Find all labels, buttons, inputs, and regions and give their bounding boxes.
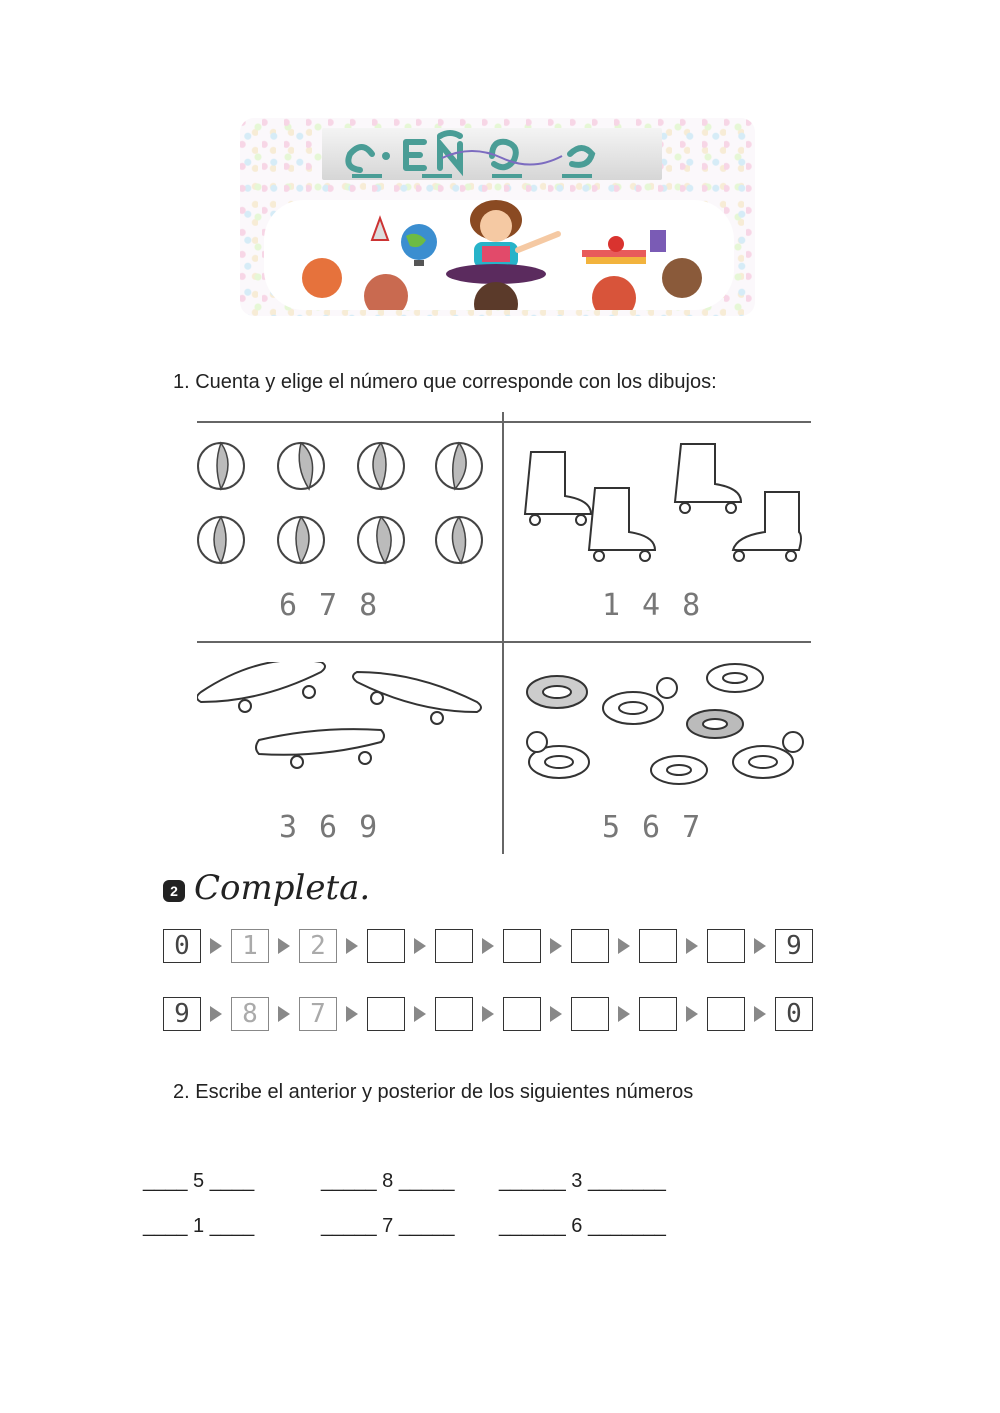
sequence-row-descending	[163, 997, 813, 1031]
arrow-right-icon	[278, 1006, 290, 1022]
arrow-right-icon	[414, 938, 426, 954]
seq-cell[interactable]: 7	[299, 997, 337, 1031]
seq-cell-empty[interactable]	[639, 997, 677, 1031]
arrow-right-icon	[278, 938, 290, 954]
seq-cell: 9	[163, 997, 201, 1031]
fill-blank-3[interactable]: ______ 3 _______	[499, 1170, 666, 1192]
options-skates[interactable]: 148	[602, 588, 723, 623]
seq-cell-empty[interactable]	[707, 997, 745, 1031]
beach-balls-icon	[197, 440, 497, 570]
header-illustration	[240, 118, 755, 316]
arrow-right-icon	[482, 938, 494, 954]
options-skateboards[interactable]: 369	[279, 810, 400, 845]
seq-cell: 0	[775, 997, 813, 1031]
seq-cell[interactable]: 1	[231, 929, 269, 963]
seq-cell-empty[interactable]	[435, 997, 473, 1031]
seq-cell-empty[interactable]	[571, 997, 609, 1031]
arrow-right-icon	[346, 1006, 358, 1022]
completa-title: Completa.	[194, 868, 371, 908]
seq-cell-empty[interactable]	[367, 997, 405, 1031]
arrow-right-icon	[346, 938, 358, 954]
fill-blank-6[interactable]: ______ 6 _______	[499, 1215, 666, 1237]
arrow-right-icon	[414, 1006, 426, 1022]
arrow-right-icon	[618, 938, 630, 954]
seq-cell-empty[interactable]	[571, 929, 609, 963]
options-floats[interactable]: 567	[602, 810, 723, 845]
question-1-title: 1. Cuenta y elige el número que corresponde con los dibujos:	[173, 371, 717, 393]
skateboards-icon	[197, 662, 497, 792]
exercise-badge: 2	[163, 880, 185, 902]
logo-banner	[322, 128, 662, 180]
roller-skates-icon	[519, 440, 809, 570]
seq-cell-empty[interactable]	[639, 929, 677, 963]
arrow-right-icon	[686, 1006, 698, 1022]
arrow-right-icon	[550, 938, 562, 954]
fill-blank-8[interactable]: _____ 8 _____	[321, 1170, 455, 1192]
logo-lettering-icon	[322, 128, 662, 180]
fill-blank-7[interactable]: _____ 7 _____	[321, 1215, 455, 1237]
seq-cell-empty[interactable]	[503, 997, 541, 1031]
fill-blank-5[interactable]: ____ 5 ____	[143, 1170, 255, 1192]
options-balls[interactable]: 678	[279, 588, 400, 623]
arrow-right-icon	[482, 1006, 494, 1022]
arrow-right-icon	[686, 938, 698, 954]
sequence-row-ascending	[163, 929, 813, 963]
seq-cell: 0	[163, 929, 201, 963]
grid-middle-line	[197, 641, 811, 643]
arrow-right-icon	[754, 938, 766, 954]
question-2-title: 2. Escribe el anterior y posterior de los siguientes números	[173, 1081, 694, 1103]
arrow-right-icon	[550, 1006, 562, 1022]
fill-blank-1[interactable]: ____ 1 ____	[143, 1215, 255, 1237]
grid-top-line	[197, 421, 811, 423]
arrow-right-icon	[210, 938, 222, 954]
counting-grid	[197, 412, 811, 854]
arrow-right-icon	[210, 1006, 222, 1022]
seq-cell-empty[interactable]	[367, 929, 405, 963]
seq-cell-empty[interactable]	[503, 929, 541, 963]
arrow-right-icon	[618, 1006, 630, 1022]
swim-floats-icon	[519, 662, 809, 792]
seq-cell-empty[interactable]	[707, 929, 745, 963]
classroom-scene	[264, 200, 734, 310]
teacher-children-icon	[264, 200, 734, 310]
seq-cell: 9	[775, 929, 813, 963]
grid-vertical-line	[502, 412, 504, 854]
seq-cell[interactable]: 2	[299, 929, 337, 963]
seq-cell[interactable]: 8	[231, 997, 269, 1031]
arrow-right-icon	[754, 1006, 766, 1022]
seq-cell-empty[interactable]	[435, 929, 473, 963]
